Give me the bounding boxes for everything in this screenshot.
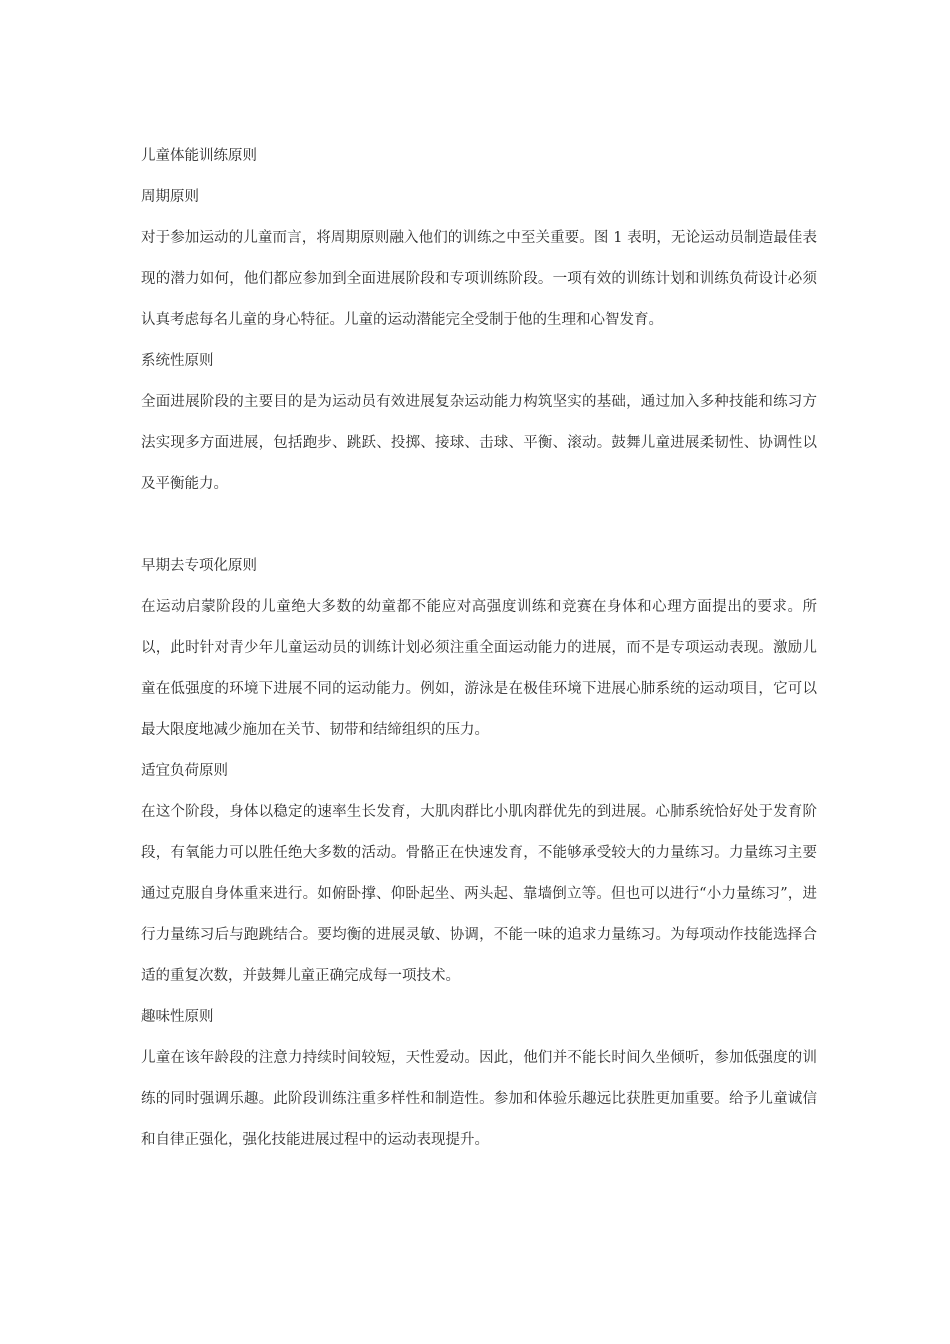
blank-line [141, 505, 817, 546]
section-heading-systematic: 系统性原则 [141, 353, 214, 369]
section-body-periodization: 对于参加运动的儿童而言，将周期原则融入他们的训练之中至关重要。图 1 表明，无论运动员制造最佳表现的潜力如何，他们都应参加到全面进展阶段和专项训练阶段。一项有效的训练计划和训练负荷设计必须认真考虑每名儿童的身心特征。儿童的运动潜能完全受制于他的生理和心智发育。 [141, 230, 817, 328]
section-body-early-despecialization: 在运动启蒙阶段的儿童绝大多数的幼童都不能应对高强度训练和竞赛在身体和心理方面提出的要求。所以，此时针对青少年儿童运动员的训练计划必须注重全面运动能力的进展，而不是专项运动表现。激励儿童在低强度的环境下进展不同的运动能力。例如，游泳是在极佳环境下进展心肺系统的运动项目，它可以最大限度地减少施加在关节、韧带和结缔组织的压力。 [141, 599, 817, 738]
section-body-systematic: 全面进展阶段的主要目的是为运动员有效进展复杂运动能力构筑坚实的基础，通过加入多种技能和练习方法实现多方面进展，包括跑步、跳跃、投掷、接球、击球、平衡、滚动。鼓舞儿童进展柔韧性、协调性以及平衡能力。 [141, 394, 817, 492]
section-heading-fun: 趣味性原则 [141, 1009, 214, 1025]
document-content [141, 136, 817, 1161]
section-heading-periodization: 周期原则 [141, 189, 199, 205]
section-body-fun: 儿童在该年龄段的注意力持续时间较短，天性爱动。因此，他们并不能长时间久坐倾听，参加低强度的训练的同时强调乐趣。此阶段训练注重多样性和制造性。参加和体验乐趣远比获胜更加重要。给予儿童诚信和自律正强化，强化技能进展过程中的运动表现提升。 [141, 1050, 817, 1148]
section-heading-appropriate-load: 适宜负荷原则 [141, 763, 228, 779]
document-title: 儿童体能训练原则 [141, 148, 257, 164]
section-body-appropriate-load: 在这个阶段，身体以稳定的速率生长发育，大肌肉群比小肌肉群优先的到进展。心肺系统恰好处于发育阶段，有氧能力可以胜任绝大多数的活动。骨骼正在快速发育，不能够承受较大的力量练习。力量练习主要通过克服自身体重来进行。如俯卧撑、仰卧起坐、两头起、靠墙倒立等。但也可以进行“小力量练习”，进行力量练习后与跑跳结合。要均衡的进展灵敏、协调，不能一味的追求力量练习。为每项动作技能选择合适的重复次数，并鼓舞儿童正确完成每一项技术。 [141, 804, 817, 984]
section-heading-early-despecialization: 早期去专项化原则 [141, 558, 257, 574]
